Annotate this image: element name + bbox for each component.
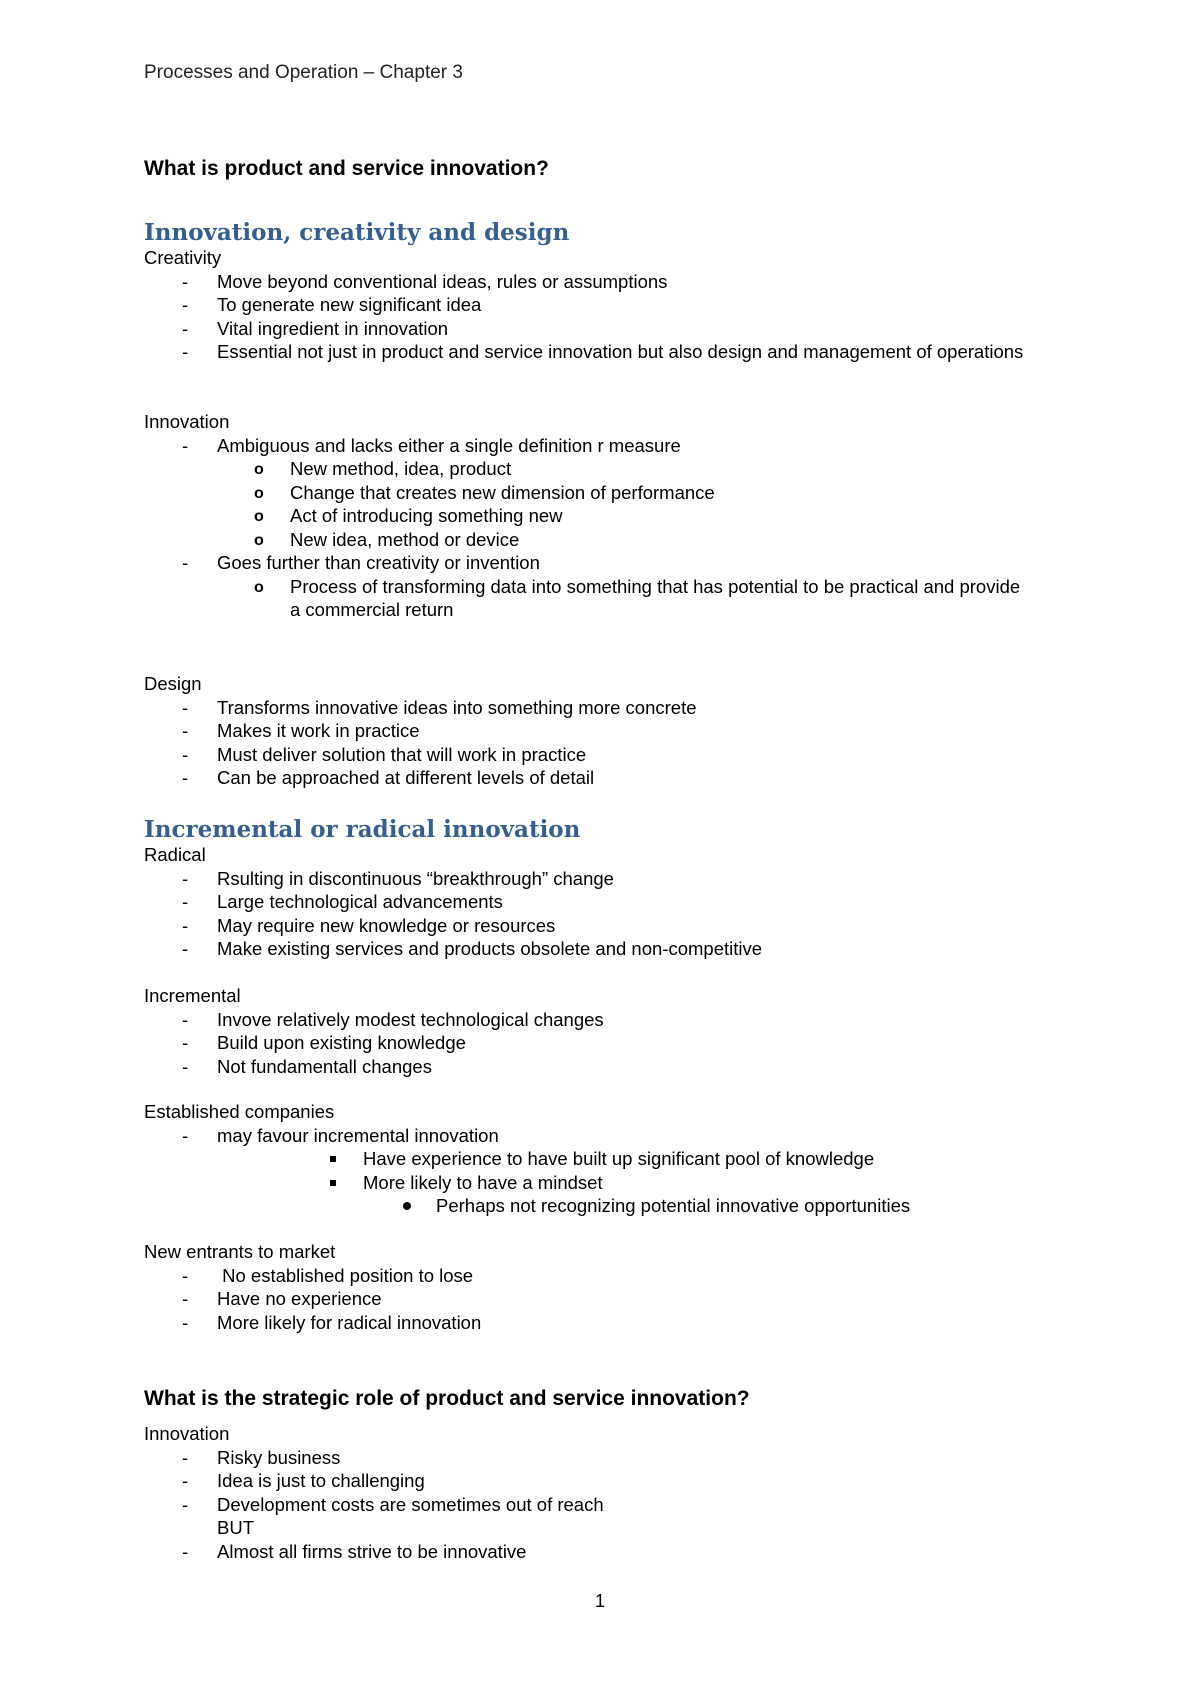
established-sublist (144, 1147, 1044, 1218)
list-item: - Essential not just in product and service innovation but also design and management of operations (144, 340, 1024, 364)
list-item: - Development costs are sometimes out of reach (144, 1493, 1024, 1517)
innovation-sublist-1 (217, 457, 1024, 551)
established-sub-sublist (363, 1194, 1044, 1218)
creativity-label: Creativity (144, 247, 222, 268)
incremental-list (144, 1008, 1024, 1079)
established-list (144, 1124, 1044, 1148)
incremental-label: Incremental (144, 985, 241, 1006)
innovation-block (144, 410, 1024, 622)
list-item-text: Ambiguous and lacks either a single definition r measure (217, 434, 681, 456)
list-item (144, 1124, 1044, 1148)
strategic-innovation-block (144, 1422, 1024, 1563)
list-item: - Makes it work in practice (144, 719, 1024, 743)
page-header: Processes and Operation – Chapter 3 (144, 62, 463, 83)
sub-list-item: o Change that creates new dimension of performance (217, 481, 1024, 505)
list-item: - Make existing services and products obsolete and non-competitive (144, 937, 1024, 961)
creativity-block (144, 246, 1024, 364)
sub-list-item: o New idea, method or device (217, 528, 1024, 552)
radical-list (144, 867, 1024, 961)
list-item: - Vital ingredient in innovation (144, 317, 1024, 341)
design-block (144, 672, 1024, 790)
list-item: - Rsulting in discontinuous “breakthrough” change (144, 867, 1024, 891)
sub-list-item-text: More likely to have a mindset (363, 1171, 603, 1193)
question-heading-2: What is the strategic role of product and service innovation? (144, 1387, 750, 1410)
list-item: - Move beyond conventional ideas, rules or assumptions (144, 270, 1024, 294)
radical-block (144, 843, 1024, 961)
list-item: - Almost all firms strive to be innovative (144, 1540, 1024, 1564)
design-label: Design (144, 673, 202, 694)
section-heading-innovation-creativity-design: Innovation, creativity and design (144, 219, 570, 246)
strategic-innovation-list-2 (144, 1540, 1024, 1564)
sub-list-item: o Process of transforming data into something that has potential to be practical and provide a commercial return (217, 575, 1024, 622)
list-item: - Build upon existing knowledge (144, 1031, 1024, 1055)
sub-sub-list-item: Perhaps not recognizing potential innovative opportunities (363, 1194, 1044, 1218)
list-item: - Invove relatively modest technological changes (144, 1008, 1024, 1032)
new-entrants-block (144, 1240, 1024, 1334)
innovation-label: Innovation (144, 411, 230, 432)
list-item: - No established position to lose (144, 1264, 1024, 1288)
but-text: BUT (217, 1517, 254, 1538)
list-item (144, 434, 1024, 552)
list-item: - Must deliver solution that will work in practice (144, 743, 1024, 767)
creativity-list (144, 270, 1024, 364)
list-item: - Large technological advancements (144, 890, 1024, 914)
strategic-innovation-label: Innovation (144, 1423, 230, 1444)
section-heading-incremental-radical: Incremental or radical innovation (144, 816, 581, 843)
list-item: - May require new knowledge or resources (144, 914, 1024, 938)
established-companies-block (144, 1100, 1044, 1218)
incremental-block (144, 984, 1024, 1078)
list-item: - Risky business (144, 1446, 1024, 1470)
list-item: - Transforms innovative ideas into something more concrete (144, 696, 1024, 720)
list-item: - Can be approached at different levels of detail (144, 766, 1024, 790)
list-item: - Have no experience (144, 1287, 1024, 1311)
page-number: 1 (594, 1591, 605, 1611)
innovation-list (144, 434, 1024, 622)
list-item: - Not fundamentall changes (144, 1055, 1024, 1079)
question-heading-1: What is product and service innovation? (144, 157, 549, 180)
list-item: - Idea is just to challenging (144, 1469, 1024, 1493)
established-companies-label: Established companies (144, 1101, 335, 1122)
list-item (144, 551, 1024, 622)
list-item-text: may favour incremental innovation (217, 1124, 499, 1146)
list-item: - To generate new significant idea (144, 293, 1024, 317)
design-list (144, 696, 1024, 790)
sub-list-item: o New method, idea, product (217, 457, 1024, 481)
new-entrants-list (144, 1264, 1024, 1335)
sub-list-item (290, 1171, 1044, 1218)
list-item: - More likely for radical innovation (144, 1311, 1024, 1335)
sub-list-item: o Act of introducing something new (217, 504, 1024, 528)
sub-list-item: Have experience to have built up significant pool of knowledge (290, 1147, 1044, 1171)
radical-label: Radical (144, 844, 206, 865)
innovation-sublist-2 (217, 575, 1024, 622)
new-entrants-label: New entrants to market (144, 1241, 336, 1262)
list-item-text: Goes further than creativity or invention (217, 552, 540, 573)
strategic-innovation-list (144, 1446, 1024, 1517)
